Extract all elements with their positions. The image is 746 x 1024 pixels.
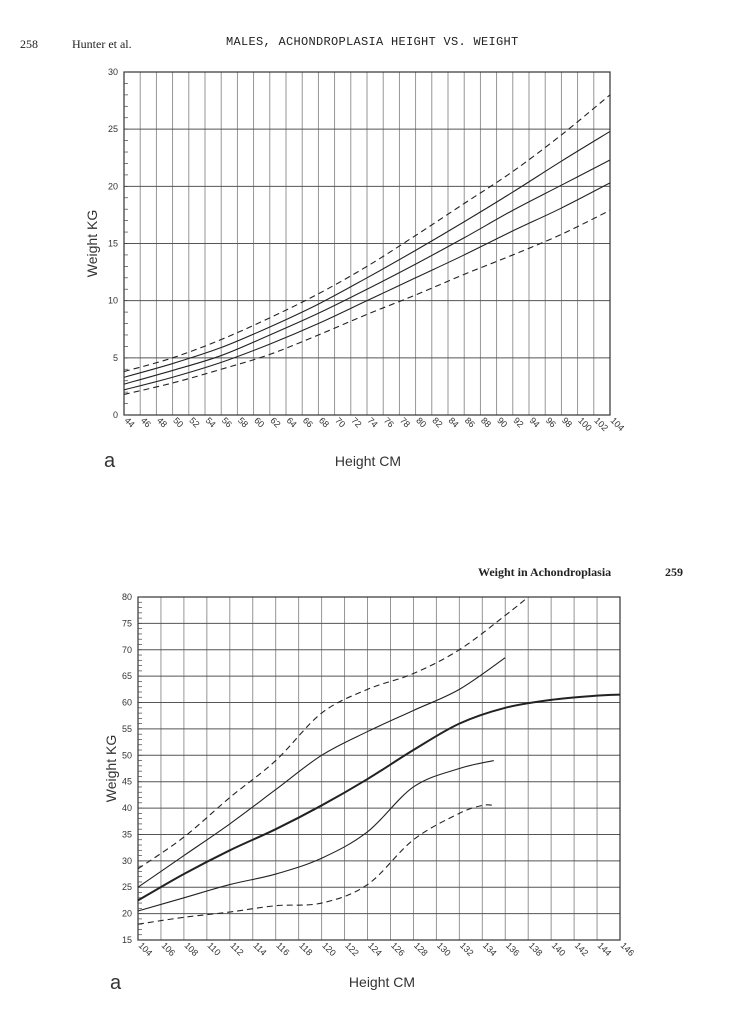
x-tick-label: 66 xyxy=(300,415,315,430)
running-head-authors: Hunter et al. xyxy=(72,37,132,51)
y-tick-label: 5 xyxy=(112,352,118,363)
x-tick-label: 88 xyxy=(478,415,494,430)
x-tick-label: 54 xyxy=(203,415,218,430)
x-tick-label: 46 xyxy=(138,415,153,430)
x-tick-label: 60 xyxy=(252,415,267,430)
y-tick-label: 10 xyxy=(107,295,118,306)
x-tick-label: 80 xyxy=(414,415,429,430)
x-tick-label: 52 xyxy=(187,415,202,430)
x-tick-label: 146 xyxy=(618,940,637,959)
x-tick-label: 138 xyxy=(526,940,545,959)
panel-label: a xyxy=(110,972,122,994)
x-tick-label: 108 xyxy=(182,940,201,959)
chart-males-height-weight-44-104 xyxy=(84,67,626,472)
x-tick-label: 92 xyxy=(511,415,526,430)
x-tick-label: 126 xyxy=(389,940,407,959)
x-tick-label: 104 xyxy=(608,415,627,434)
y-tick-label: 20 xyxy=(121,908,132,919)
y-tick-label: 40 xyxy=(121,803,132,814)
x-tick-label: 134 xyxy=(480,940,499,959)
series-line-5 xyxy=(138,805,494,924)
x-tick-label: 112 xyxy=(228,940,246,958)
x-tick-label: 132 xyxy=(457,940,476,959)
x-tick-label: 110 xyxy=(205,940,223,958)
plot-frame xyxy=(138,597,620,940)
running-head-title: Weight in Achondroplasia xyxy=(478,565,612,579)
x-tick-label: 48 xyxy=(154,415,170,430)
x-tick-label: 90 xyxy=(495,415,510,430)
y-tick-label: 30 xyxy=(121,855,132,866)
y-tick-label: 50 xyxy=(121,750,132,761)
x-tick-label: 68 xyxy=(316,415,332,430)
x-tick-label: 144 xyxy=(595,940,614,959)
x-tick-label: 114 xyxy=(251,940,269,958)
x-tick-label: 142 xyxy=(572,940,591,959)
panel-label: a xyxy=(104,450,116,472)
x-axis-label: Height CM xyxy=(334,453,402,469)
y-tick-label: 30 xyxy=(107,67,118,77)
y-tick-label: 25 xyxy=(121,882,132,893)
x-tick-label: 44 xyxy=(122,415,137,430)
y-axis-label: Weight KG xyxy=(103,734,119,803)
x-tick-label: 140 xyxy=(549,940,568,959)
x-axis-label: Height CM xyxy=(348,974,416,990)
x-tick-label: 124 xyxy=(366,940,384,959)
page-number-258: 258 xyxy=(20,37,38,51)
x-tick-label: 106 xyxy=(159,940,178,959)
x-tick-label: 70 xyxy=(333,415,348,430)
x-tick-label: 84 xyxy=(446,415,461,430)
x-tick-label: 100 xyxy=(576,415,594,434)
y-tick-label: 20 xyxy=(107,181,118,192)
x-tick-label: 50 xyxy=(171,415,186,430)
x-tick-label: 116 xyxy=(274,940,292,958)
x-tick-label: 96 xyxy=(543,415,558,430)
x-tick-label: 58 xyxy=(235,415,251,430)
x-tick-label: 128 xyxy=(412,940,430,959)
x-tick-label: 82 xyxy=(430,415,445,430)
y-tick-label: 60 xyxy=(121,697,132,708)
chart-males-height-weight-104-146 xyxy=(103,592,636,994)
x-tick-label: 122 xyxy=(343,940,361,959)
y-tick-label: 75 xyxy=(121,618,132,629)
x-tick-label: 98 xyxy=(559,415,575,430)
x-tick-label: 130 xyxy=(434,940,453,959)
x-tick-label: 104 xyxy=(136,940,155,959)
x-tick-label: 76 xyxy=(381,415,396,430)
x-tick-label: 136 xyxy=(503,940,522,959)
chart-header-title: MALES, ACHONDROPLASIA HEIGHT VS. WEIGHT xyxy=(226,35,519,49)
y-tick-label: 35 xyxy=(121,829,132,840)
y-tick-label: 15 xyxy=(121,935,132,945)
y-axis-label: Weight KG xyxy=(84,209,100,278)
series-line-1 xyxy=(138,597,528,869)
x-tick-label: 86 xyxy=(462,415,477,430)
y-tick-label: 70 xyxy=(121,644,132,655)
y-tick-label: 80 xyxy=(121,592,132,602)
page-number-259: 259 xyxy=(665,565,683,579)
x-tick-label: 62 xyxy=(268,415,283,430)
x-tick-label: 72 xyxy=(349,415,364,430)
x-tick-label: 64 xyxy=(284,415,299,430)
x-tick-label: 118 xyxy=(297,940,315,958)
y-tick-label: 25 xyxy=(107,124,118,135)
series-line-4 xyxy=(138,761,494,911)
y-tick-label: 0 xyxy=(112,410,118,420)
x-tick-label: 78 xyxy=(397,415,413,430)
x-tick-label: 102 xyxy=(592,415,611,434)
y-tick-label: 65 xyxy=(121,671,132,682)
y-tick-label: 55 xyxy=(121,723,132,734)
x-tick-label: 94 xyxy=(527,415,542,430)
y-tick-label: 45 xyxy=(121,776,132,787)
x-tick-label: 74 xyxy=(365,415,380,430)
series-line-3 xyxy=(138,695,620,901)
x-tick-label: 120 xyxy=(320,940,338,959)
y-tick-label: 15 xyxy=(107,238,118,249)
x-tick-label: 56 xyxy=(219,415,234,430)
